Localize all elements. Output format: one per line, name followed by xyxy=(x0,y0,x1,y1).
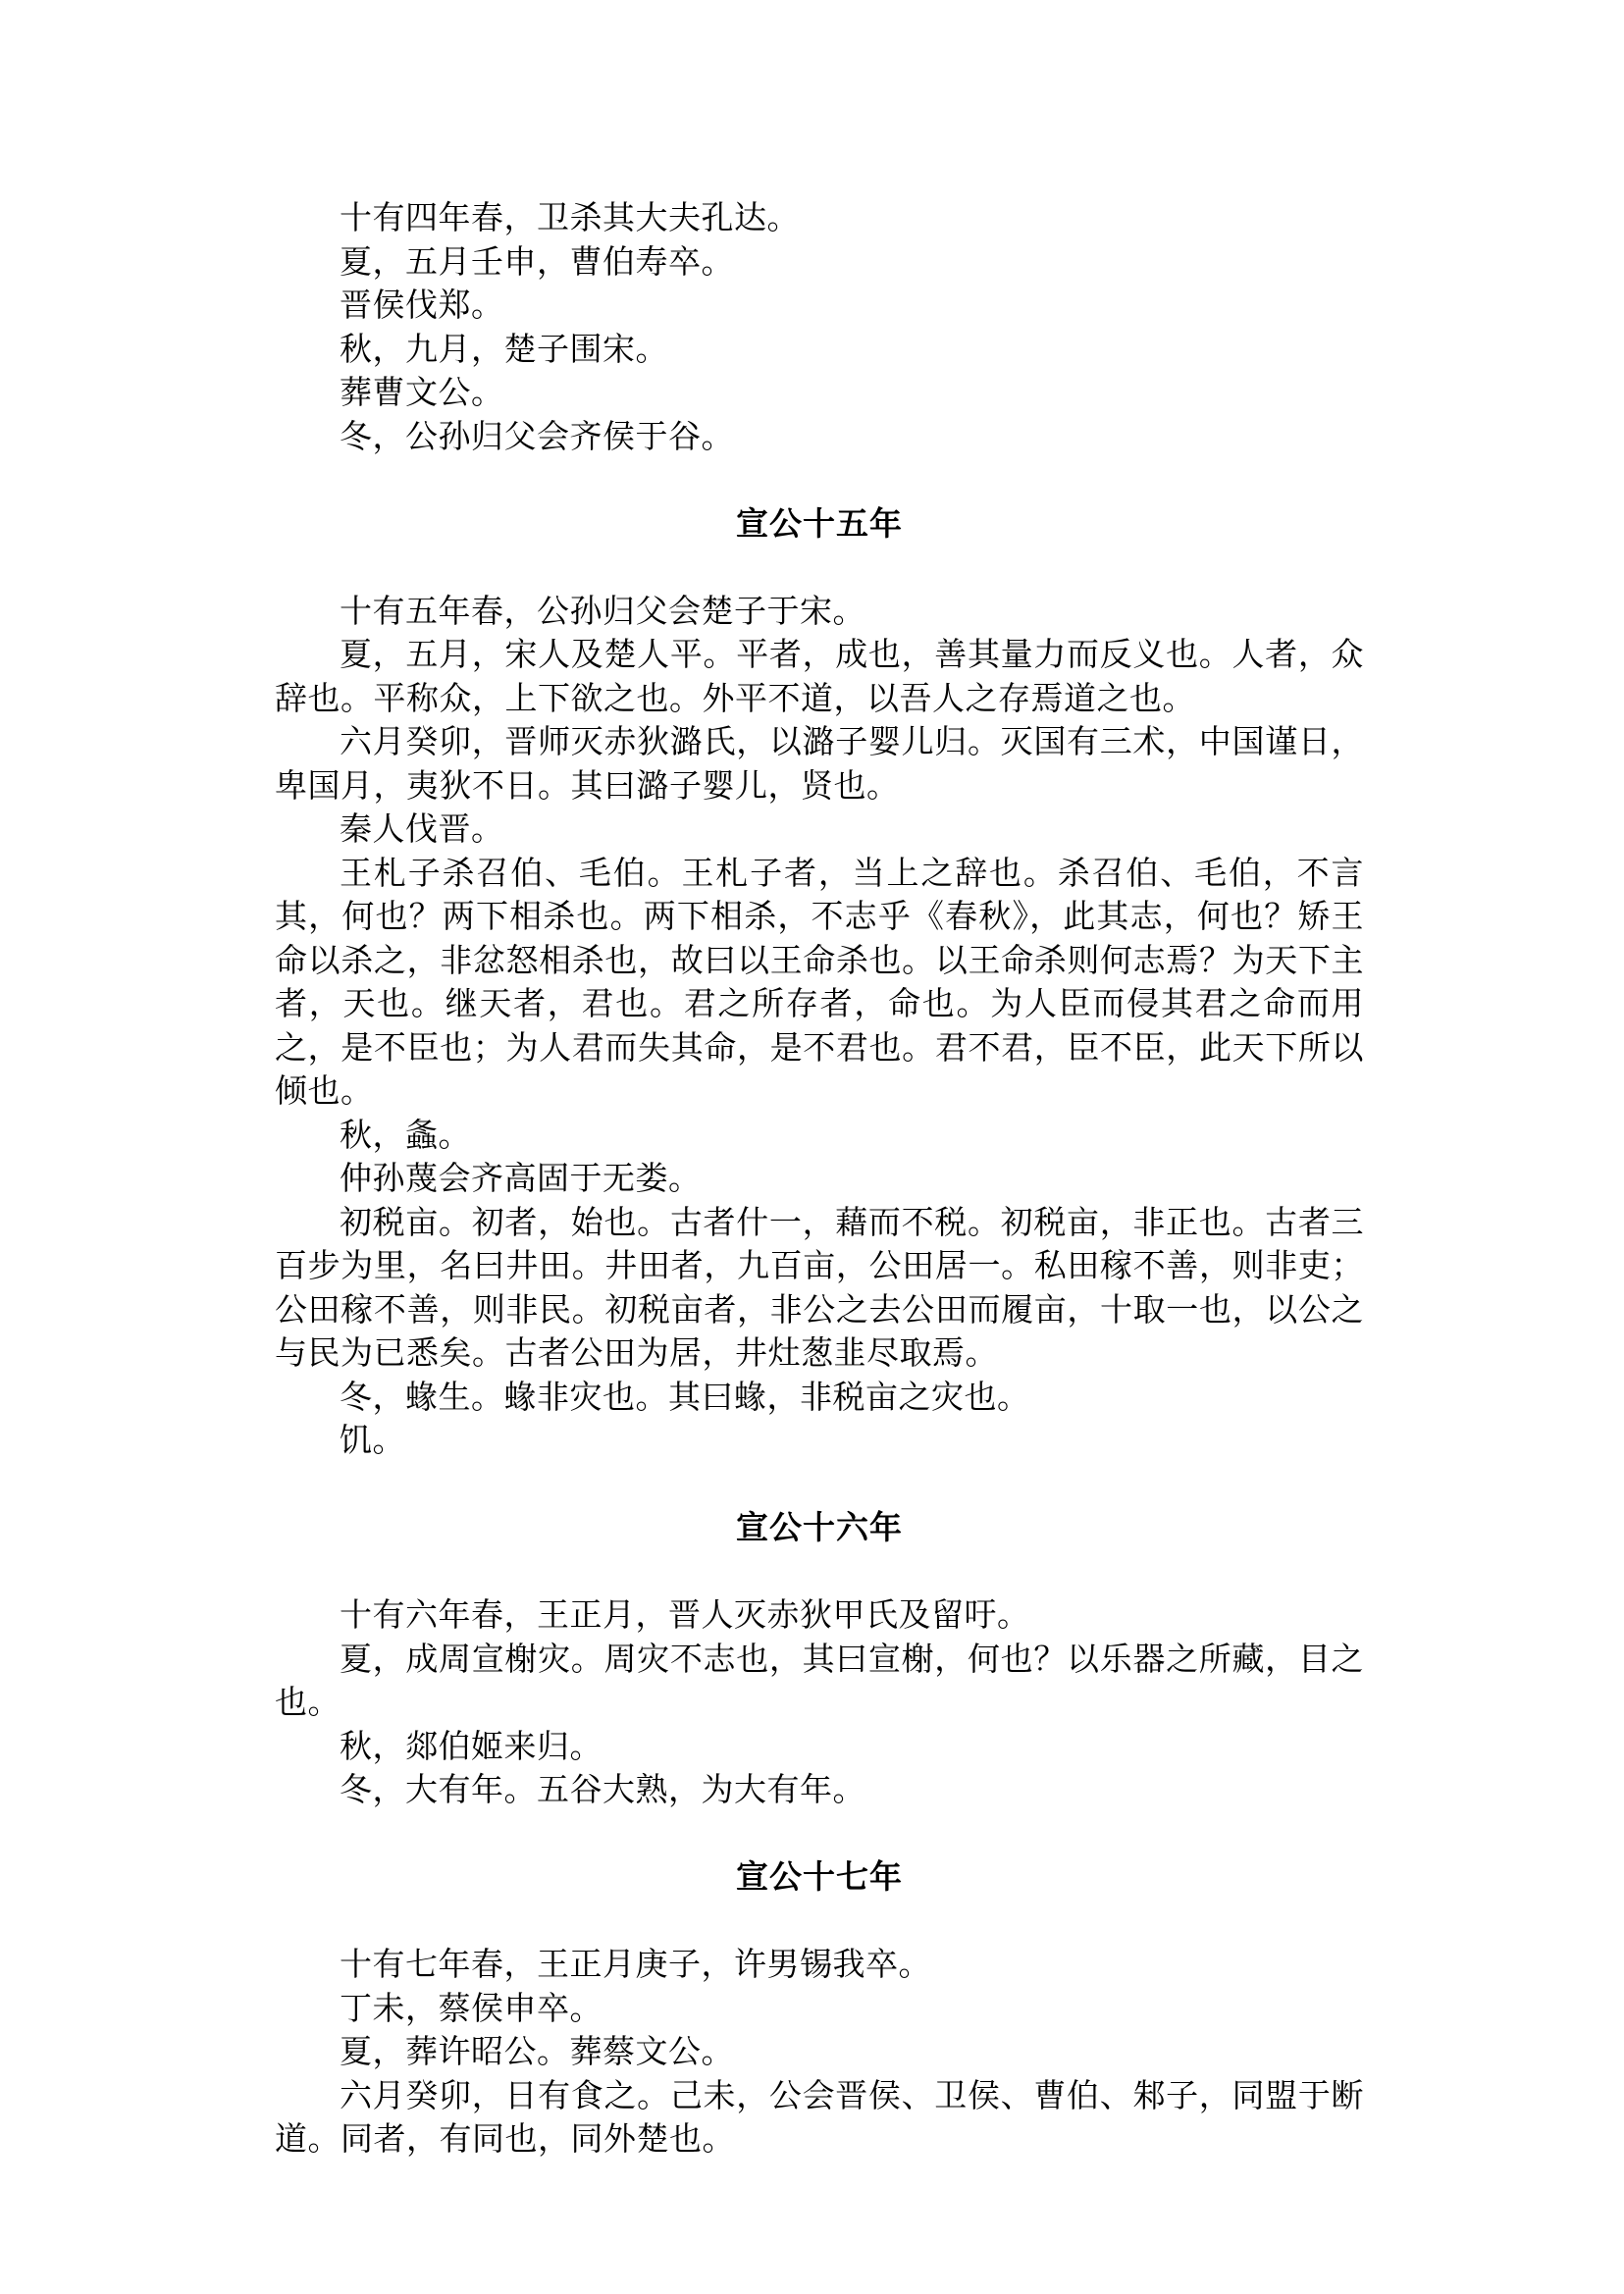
paragraph: 冬，蝝生。蝝非灾也。其曰蝝，非税亩之灾也。 xyxy=(340,1377,1030,1416)
paragraph: 丁未，蔡侯申卒。 xyxy=(340,1988,602,2027)
paragraph: 夏，五月壬申，曹伯寿卒。 xyxy=(340,241,734,281)
paragraph: 冬，公孙归父会齐侯于谷。 xyxy=(340,416,734,455)
section-heading: 宣公十七年 xyxy=(736,1857,903,1896)
paragraph: 秋，螽。 xyxy=(340,1115,471,1154)
paragraph: 初税亩。初者，始也。古者什一，藉而不税。初税亩，非正也。古者三百步为里，名曰井田。井田者，九百亩，公田居一。私田稼不善，则非吏；公田稼不善，则非民。初税亩者，非公之去公田而履亩，十取一也，以公之与民为已悉矣。古者公田为居，井灶葱韭尽取焉。 xyxy=(275,1202,1364,1372)
paragraph: 冬，大有年。五谷大熟，为大有年。 xyxy=(340,1770,865,1808)
section-xuan-16 xyxy=(275,1463,1364,1812)
paragraph: 十有四年春，卫杀其大夫孔达。 xyxy=(340,198,800,236)
paragraph: 十有五年春，公孙归父会楚子于宋。 xyxy=(340,591,865,630)
paragraph: 夏，葬许昭公。葬蔡文公。 xyxy=(340,2032,734,2070)
paragraph: 仲孙蔑会齐高固于无娄。 xyxy=(340,1159,702,1197)
paragraph: 葬曹文公。 xyxy=(340,373,504,411)
paragraph: 晋侯伐郑。 xyxy=(340,286,504,324)
paragraph: 秦人伐晋。 xyxy=(340,809,504,848)
paragraph: 秋，九月，楚子围宋。 xyxy=(340,329,668,368)
section-heading: 宣公十六年 xyxy=(736,1508,903,1546)
section-xuan-17 xyxy=(275,1812,1364,2162)
section-xuan-14 xyxy=(275,196,1364,458)
paragraph: 六月癸卯，日有食之。己未，公会晋侯、卫侯、曹伯、邾子，同盟于断道。同者，有同也，同外楚也。 xyxy=(275,2075,1364,2158)
paragraph: 十有七年春，王正月庚子，许男锡我卒。 xyxy=(340,1945,931,1983)
paragraph: 王札子杀召伯、毛伯。王札子者，当上之辞也。杀召伯、毛伯，不言其，何也？两下相杀也。两下相杀，不志乎《春秋》，此其志，何也？矫王命以杀之，非忿怒相杀也，故曰以王命杀也。以王命杀则何志焉？为天下主者，天也。继天者，君也。君之所存者，命也。为人臣而侵其君之命而用之，是不臣也；为人君而失其命，是不君也。君不君，臣不臣，此天下所以倾也。 xyxy=(275,853,1364,1110)
section-xuan-15 xyxy=(275,458,1364,1463)
paragraph: 十有六年春，王正月，晋人灭赤狄甲氏及留吁。 xyxy=(340,1595,1030,1634)
document-page xyxy=(275,196,1364,2162)
paragraph: 六月癸卯，晋师灭赤狄潞氏，以潞子婴儿归。灭国有三术，中国谨日，卑国月，夷狄不日。其曰潞子婴儿，贤也。 xyxy=(275,722,1364,805)
paragraph: 夏，成周宣榭灾。周灾不志也，其曰宣榭，何也？以乐器之所藏，目之也。 xyxy=(275,1639,1364,1721)
paragraph: 夏，五月，宋人及楚人平。平者，成也，善其量力而反义也。人者，众辞也。平称众，上下欲之也。外平不道，以吾人之存焉道之也。 xyxy=(275,635,1364,717)
paragraph: 饥。 xyxy=(340,1421,405,1459)
section-heading: 宣公十五年 xyxy=(736,503,903,543)
paragraph: 秋，郯伯姬来归。 xyxy=(340,1726,602,1765)
